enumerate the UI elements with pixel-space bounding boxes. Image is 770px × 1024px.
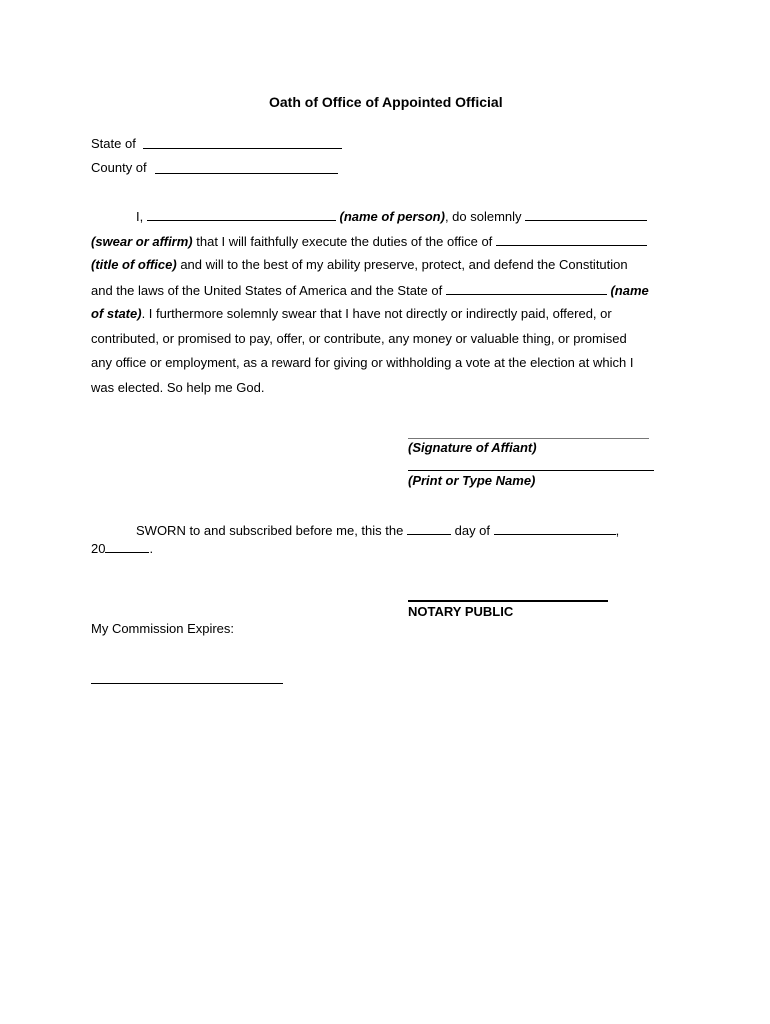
state-label: State of — [91, 136, 136, 151]
signature-label: (Signature of Affiant) — [408, 440, 537, 455]
oath-line-6: contributed, or promised to pay, offer, or contribute, any money or valuable thing, or promised — [91, 331, 627, 346]
name-of-state-hint-b: of state) — [91, 306, 142, 321]
swear-affirm-field[interactable] — [525, 208, 647, 221]
oath-line-8: was elected. So help me God. — [91, 380, 265, 395]
oath-line-5 — [91, 306, 612, 322]
county-field[interactable] — [155, 173, 338, 174]
name-of-person-hint: (name of person) — [339, 209, 445, 224]
oath-line-5-text: . I furthermore solemnly swear that I have not directly or indirectly paid, offered, or — [141, 306, 612, 321]
sworn-month-field[interactable] — [494, 522, 616, 535]
signature-line[interactable] — [408, 438, 649, 439]
oath-line-2-text: that I will faithfully execute the duties of the office of — [192, 234, 493, 249]
oath-line-2 — [91, 233, 647, 250]
oath-solemnly-text: , do solemnly — [444, 209, 522, 224]
person-name-field[interactable] — [147, 208, 336, 221]
state-name-field[interactable] — [446, 282, 607, 295]
notary-public-label: NOTARY PUBLIC — [408, 604, 514, 619]
sworn-year-field[interactable] — [105, 540, 149, 553]
swear-affirm-hint: (swear or affirm) — [91, 234, 193, 249]
page-title: Oath of Office of Appointed Official — [269, 94, 503, 110]
state-field[interactable] — [143, 148, 342, 149]
sworn-comma: , — [615, 523, 620, 538]
office-title-field[interactable] — [496, 233, 647, 246]
notary-signature-line[interactable] — [408, 600, 608, 602]
sworn-year-line — [91, 540, 153, 557]
oath-i-text: I, — [136, 209, 144, 224]
sworn-line — [136, 522, 619, 539]
day-of-text: day of — [454, 523, 491, 538]
oath-line-3-text: and will to the best of my ability preserve, protect, and defend the Constitution — [176, 257, 628, 272]
oath-line-3 — [91, 257, 628, 273]
name-of-state-hint-a: (name — [610, 283, 649, 298]
oath-line-7: any office or employment, as a reward for giving or withholding a vote at the election at which I — [91, 355, 634, 370]
sworn-day-field[interactable] — [407, 522, 451, 535]
county-label: County of — [91, 160, 147, 175]
commission-expires-label: My Commission Expires: — [91, 621, 235, 636]
oath-line-4-text: and the laws of the United States of America and the State of — [91, 283, 443, 298]
oath-line-4 — [91, 282, 649, 299]
commission-expires-field[interactable] — [91, 683, 283, 684]
print-name-label: (Print or Type Name) — [408, 473, 536, 488]
oath-line-1 — [136, 208, 647, 225]
sworn-text: SWORN to and subscribed before me, this the — [136, 523, 404, 538]
print-name-line[interactable] — [408, 470, 654, 471]
title-of-office-hint: (title of office) — [91, 257, 177, 272]
year-prefix: 20 — [91, 541, 106, 556]
year-period: . — [149, 541, 154, 556]
